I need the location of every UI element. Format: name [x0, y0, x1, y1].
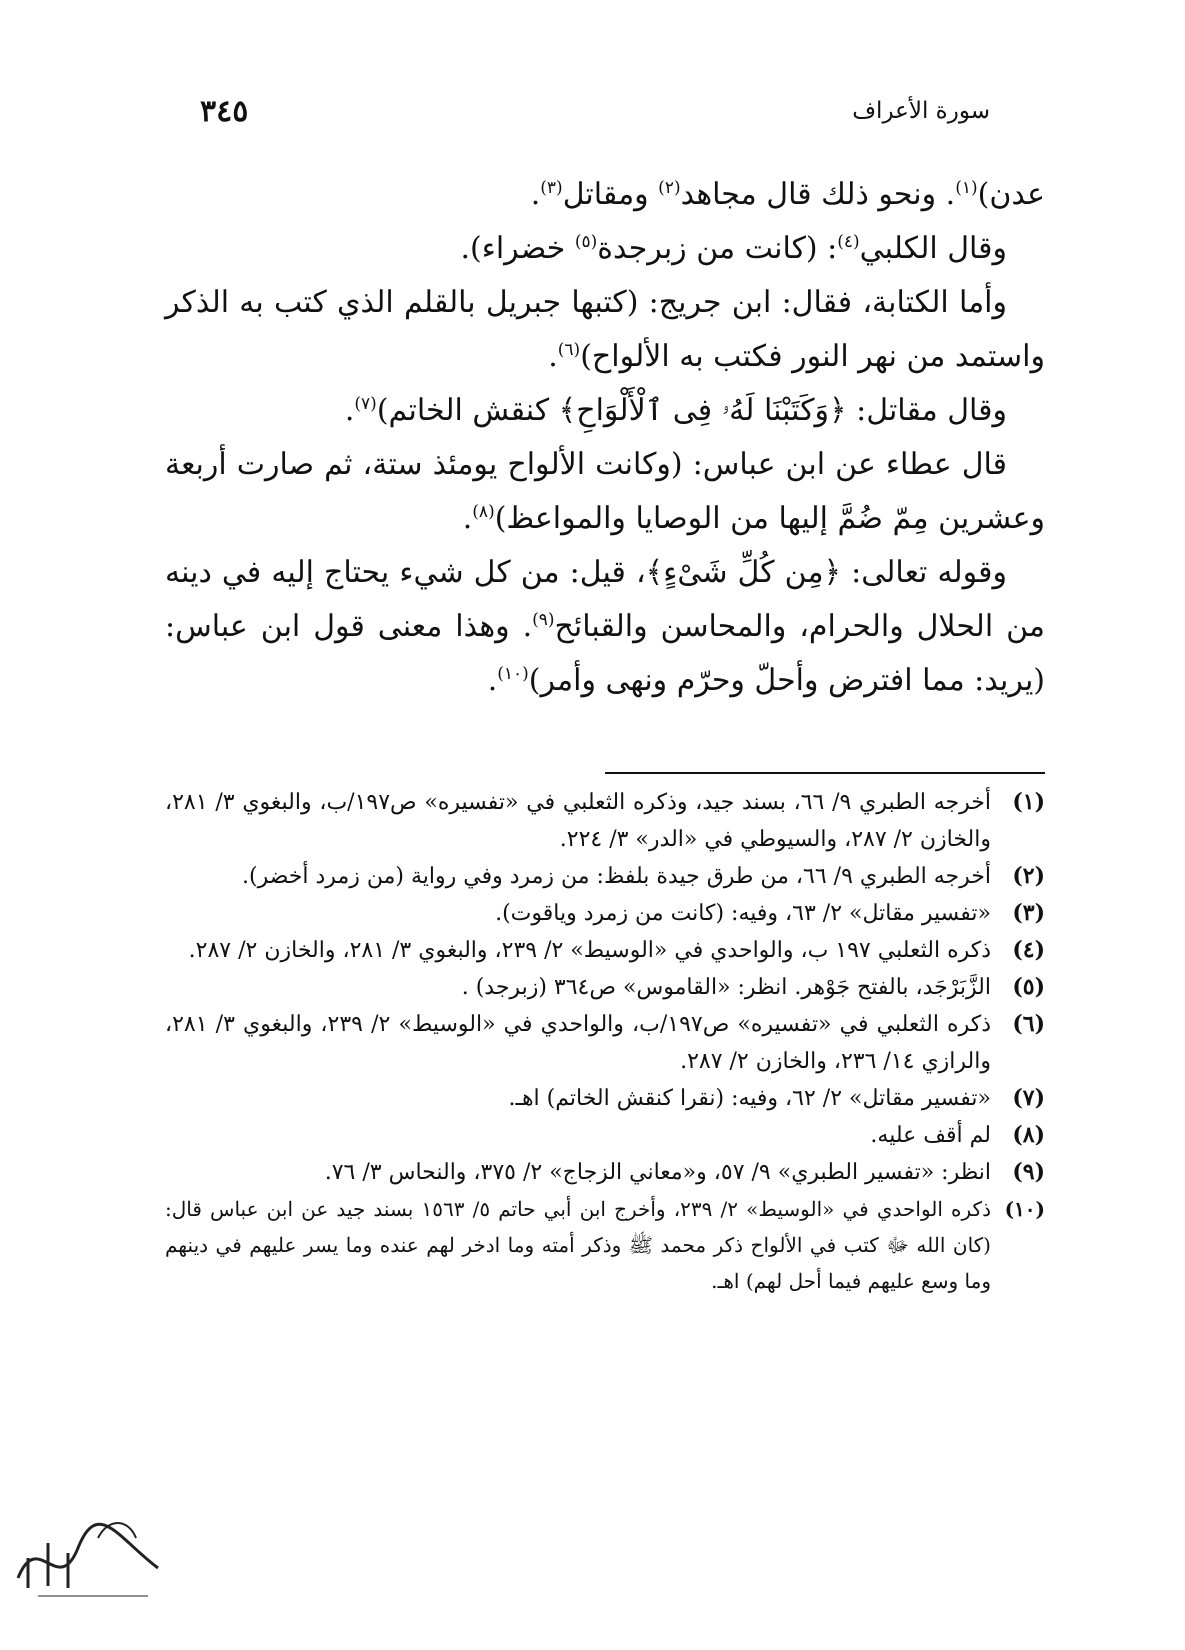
text-run: . ونحو ذلك قال مجاهد	[680, 177, 956, 212]
footnote-number: (٤)	[1012, 937, 1045, 963]
footnote-number: (٩)	[1012, 1159, 1045, 1185]
text-run: عدن)	[977, 177, 1045, 212]
footnote-3	[165, 895, 1045, 932]
footnote-number: (٦)	[1012, 1011, 1045, 1037]
text-run: ومقاتل	[562, 177, 659, 212]
footnote-ref[interactable]: (١)	[955, 178, 978, 198]
paragraph-5	[165, 438, 1045, 546]
page-header	[200, 94, 990, 142]
footnote-4	[165, 932, 1045, 969]
footnote-text: ذكره الواحدي في «الوسيط» ٢/ ٢٣٩، وأخرج ابن أبي حاتم ٥/ ١٥٦٣ بسند جيد عن ابن عباس قال: (كان الله ﷻ كتب في الألواح ذكر محمد ﷺ وذكر أمته وما ادخر لهم عنده وما يسر عليهم في دينهم وما وسع عليهم فيما أحل لهم) اهـ.	[165, 1197, 991, 1293]
footnote-ref[interactable]: (١٠)	[497, 664, 529, 684]
footnote-ref[interactable]: (٤)	[837, 232, 860, 252]
footnote-number: (٨)	[1012, 1122, 1045, 1148]
text-run: وقال مقاتل:	[846, 393, 1007, 428]
paragraph-2	[165, 222, 1045, 276]
footnote-2	[165, 858, 1045, 895]
footnote-ref[interactable]: (٩)	[532, 610, 555, 630]
surah-title: سورة الأعراف	[852, 98, 990, 124]
paragraph-3	[165, 276, 1045, 384]
text-run: وقوله تعالى:	[841, 555, 1008, 590]
footnote-text: أخرجه الطبري ٩/ ٦٦، بسند جيد، وذكره الثعلبي في «تفسيره» ص١٩٧/ب، والبغوي ٣/ ٢٨١، والخازن ٢/ ٢٨٧، والسيوطي في «الدر» ٣/ ٢٢٤.	[165, 790, 991, 852]
footnote-text: ذكره الثعلبي في «تفسيره» ص١٩٧/ب، والواحدي في «الوسيط» ٢/ ٢٣٩، والبغوي ٣/ ٢٨١، والرازي ١٤/ ٢٣٦، والخازن ٢/ ٢٨٧.	[165, 1012, 991, 1074]
text-run: .	[344, 393, 355, 428]
footnote-number: (٧)	[1012, 1085, 1045, 1111]
footnote-8	[165, 1117, 1045, 1154]
footnote-number: (٣)	[1012, 900, 1045, 926]
paragraph-6	[165, 546, 1045, 708]
footnote-10	[165, 1191, 1045, 1299]
page-number: ٣٤٥	[200, 94, 249, 129]
footnote-text: الزَّبَرْجَد، بالفتح جَوْهر. انظر: «القاموس» ص٣٦٤ (زبرجد) .	[461, 975, 991, 1000]
footnote-9	[165, 1154, 1045, 1191]
footnote-ref[interactable]: (٨)	[472, 502, 495, 522]
text-run: ، قيل: من كل شيء يحتاج إليه في دينه من الحلال والحرام، والمحاسن والقبائح	[165, 555, 1045, 644]
footnote-number: (٥)	[1012, 974, 1045, 1000]
quran-quote: ﴿وَكَتَبْنَا لَهُۥ فِى ٱلْأَلْوَاحِ﴾	[558, 393, 847, 428]
footnote-number: (١)	[1012, 789, 1045, 815]
footnote-ref[interactable]: (٥)	[574, 232, 598, 252]
footnotes	[165, 784, 1045, 1299]
footnote-number: (٢)	[1012, 863, 1045, 889]
footnote-ref[interactable]: (٣)	[540, 178, 563, 198]
footnote-5	[165, 969, 1045, 1006]
footnote-text: ذكره الثعلبي ١٩٧ ب، والواحدي في «الوسيط» ٢/ ٢٣٩، والبغوي ٣/ ٢٨١، والخازن ٢/ ٢٨٧.	[188, 938, 991, 963]
footnote-ref[interactable]: (٢)	[658, 178, 681, 198]
text-run: .	[548, 339, 558, 374]
footnote-text: انظر: «تفسير الطبري» ٩/ ٥٧، و«معاني الزجاج» ٢/ ٣٧٥، والنحاس ٣/ ٧٦.	[324, 1160, 991, 1185]
footnote-6	[165, 1006, 1045, 1080]
text-run: .	[487, 663, 498, 698]
text-run: خضراء).	[460, 231, 575, 266]
footnote-text: أخرجه الطبري ٩/ ٦٦، من طرق جيدة بلفظ: من زمرد وفي رواية (من زمرد أخضر).	[242, 864, 991, 889]
footnote-ref[interactable]: (٧)	[354, 394, 377, 414]
text-run: وأما الكتابة، فقال: ابن جريج: (كتبها جبريل بالقلم الذي كتب به الذكر واستمد من نهر النور فكتب به الألواح)	[165, 285, 1045, 374]
text-run: . وهذا معنى قول ابن عباس: (يريد: مما افترض وأحلّ وحرّم ونهى وأمر)	[165, 609, 1045, 698]
footnote-text: لم أقف عليه.	[870, 1123, 991, 1148]
text-run: قال عطاء عن ابن عباس: (وكانت الألواح يومئذ ستة، ثم صارت أربعة وعشرين مِمّ ضُمَّ إليها من الوصايا والمواعظ)	[165, 447, 1045, 536]
paragraph-4	[165, 384, 1045, 438]
main-text	[165, 168, 1045, 708]
footnote-text: «تفسير مقاتل» ٢/ ٦٢، وفيه: (نقرا كنقش الخاتم) اهـ.	[508, 1086, 991, 1111]
footnote-ref[interactable]: (٦)	[557, 340, 581, 360]
library-seal-logo	[8, 1508, 168, 1604]
text-run: : (كانت من زبرجدة	[597, 231, 838, 266]
footnote-text: «تفسير مقاتل» ٢/ ٦٣، وفيه: (كانت من زمرد وياقوت).	[495, 901, 991, 926]
text-run: .	[530, 177, 541, 212]
text-run: .	[462, 501, 473, 536]
footnote-number: (١٠)	[1004, 1197, 1045, 1221]
footnote-7	[165, 1080, 1045, 1117]
quran-quote: ﴿مِن كُلِّ شَىْءٍ﴾	[645, 555, 842, 590]
footnote-1	[165, 784, 1045, 858]
footnote-separator	[605, 772, 1045, 774]
paragraph-1	[165, 168, 1045, 222]
text-run: كنقش الخاتم)	[376, 393, 559, 428]
text-run: وقال الكلبي	[859, 231, 1007, 266]
